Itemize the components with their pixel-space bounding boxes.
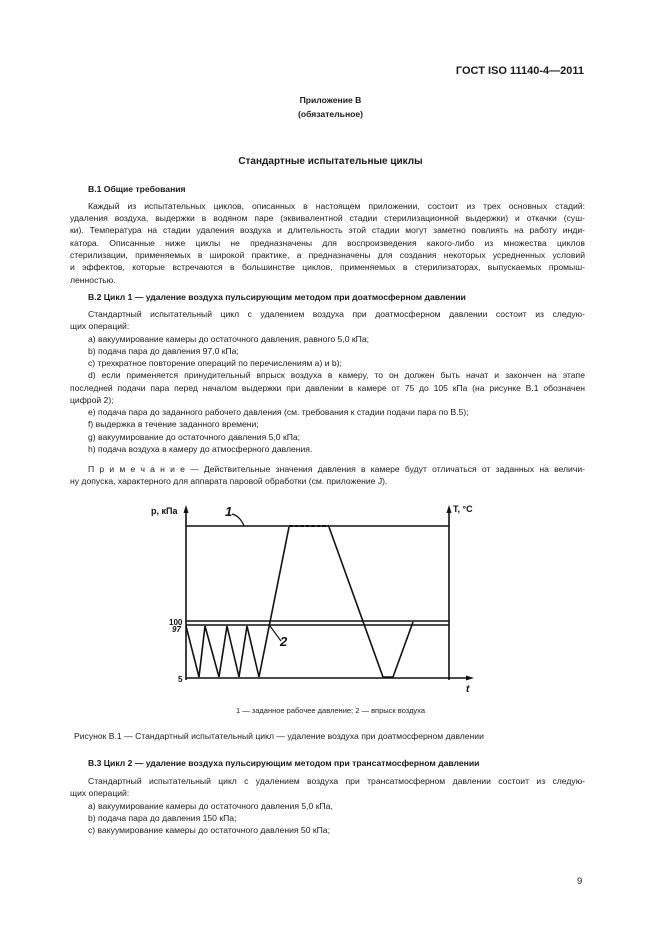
arrow-up-icon: [447, 505, 452, 513]
text-line: щих операций:: [70, 321, 130, 331]
text-line: h) подача воздуха в камеру до атмосферного давления.: [88, 444, 313, 454]
appendix-title: Приложение В: [299, 95, 362, 105]
text-line: цифрой 2);: [70, 395, 114, 405]
text-line: Стандартный испытательный цикл с удалением воздуха при доатмосферном давлении состоит из следую-: [88, 309, 585, 319]
tick-97: 97: [172, 625, 181, 634]
text-line: ленностью.: [70, 275, 116, 285]
section-heading: В.3 Цикл 2 — удаление воздуха пульсирующим методом при трансатмосферном давлении: [88, 758, 480, 768]
text-line: g) вакуумирование до остаточного давления 5,0 кПа;: [88, 432, 301, 442]
section-heading: В.2 Цикл 1 — удаление воздуха пульсирующим методом при доатмосферном давлении: [88, 292, 466, 302]
text-line: f) выдержка в течение заданного времени;: [88, 419, 259, 429]
text-line: щих операций:: [70, 788, 130, 798]
text-line: c) вакуумирование камеры до остаточного давления 50 кПа;: [88, 825, 330, 835]
text-line: Каждый из испытательных циклов, описанных в настоящем приложении, состоит из трех основных стадий:: [88, 201, 585, 211]
text-line: e) подача пара до заданного рабочего давления (см. требования к стадии подачи пара по В.5);: [88, 407, 469, 417]
figure-legend: 1 — заданное рабочее давление; 2 — впрыск воздуха: [235, 706, 426, 715]
text-line: удаления воздуха, выдержки в водяном паре (эквивалентной стадии стерилизационной выдержки) и откачки (суш-: [70, 213, 585, 223]
callout-1: 1: [225, 504, 233, 519]
text-line: стерилизации, применяемых в широкой практике, а предназначены для создания некоторых усредненных условий: [70, 250, 585, 260]
page-number: 9: [577, 876, 583, 887]
text-line: b) подача пара до давления 150 кПа;: [88, 813, 237, 823]
note: ну допуска, характерного для аппарата паровой обработки (см. приложение J).: [70, 476, 388, 486]
text-line: c) трехкратное повторение операций по перечислениям а) и b);: [88, 358, 342, 368]
callout-1-leader: [232, 514, 244, 526]
section-heading: В.1 Общие требования: [88, 184, 186, 194]
text-line: b) подача пара до давления 97,0 кПа;: [88, 346, 239, 356]
appendix-heading: Стандартные испытательные циклы: [238, 156, 423, 167]
y-axis-label: p, кПа: [151, 506, 178, 516]
arrow-up-icon: [184, 505, 189, 513]
text-line: ки). Температура на стадии удаления воздуха и длительность этой стадии могут заметно повлиять на работу инди-: [70, 225, 585, 235]
pressure-curve: [186, 527, 289, 677]
text-line: a) вакуумирование камеры до остаточного давления 5,0 кПа,: [88, 801, 333, 811]
text-line: a) вакуумирование камеры до остаточного давления, равного 5,0 кПа;: [88, 334, 369, 344]
text-line: и эффектов, которые встречаются в большинстве циклов, применяемых в стерилизаторах, выпускаемых промыш-: [70, 262, 585, 272]
text-line: Стандартный испытательный цикл с удалением воздуха при трансатмосферном давлении состоит из следую-: [88, 776, 585, 786]
document-number: ГОСТ ISO 11140-4—2011: [455, 65, 584, 77]
x-axis-label: t: [466, 684, 470, 695]
tick-100: 100: [169, 618, 183, 627]
appendix-status: (обязательное): [297, 109, 364, 119]
note: П р и м е ч а н и е — Действительные значения давления в камере будут отличаться от заданных на величи-: [88, 464, 585, 474]
y2-axis-label: T, °C: [453, 504, 473, 514]
text-line: последней подачи пара перед началом выдержки при давлении в камере от 75 до 105 кПа (на рисунке В.1 обозначен: [70, 383, 585, 393]
callout-2: 2: [280, 634, 288, 649]
pressure-curve-2: [329, 527, 413, 677]
tick-5: 5: [178, 675, 183, 684]
arrow-right-icon: [466, 676, 474, 681]
text-line: d) если применяется принудительный впрыск воздуха в камеру, то он должен быть начат и закончен на этапе: [88, 370, 585, 380]
figure-caption: Рисунок В.1 — Стандартный испытательный цикл — удаление воздуха при доатмосферном давлении: [74, 731, 484, 741]
text-line: катора. Описанные ниже циклы не предназначены для воспроизведения какого-либо из множества циклов: [70, 238, 585, 248]
